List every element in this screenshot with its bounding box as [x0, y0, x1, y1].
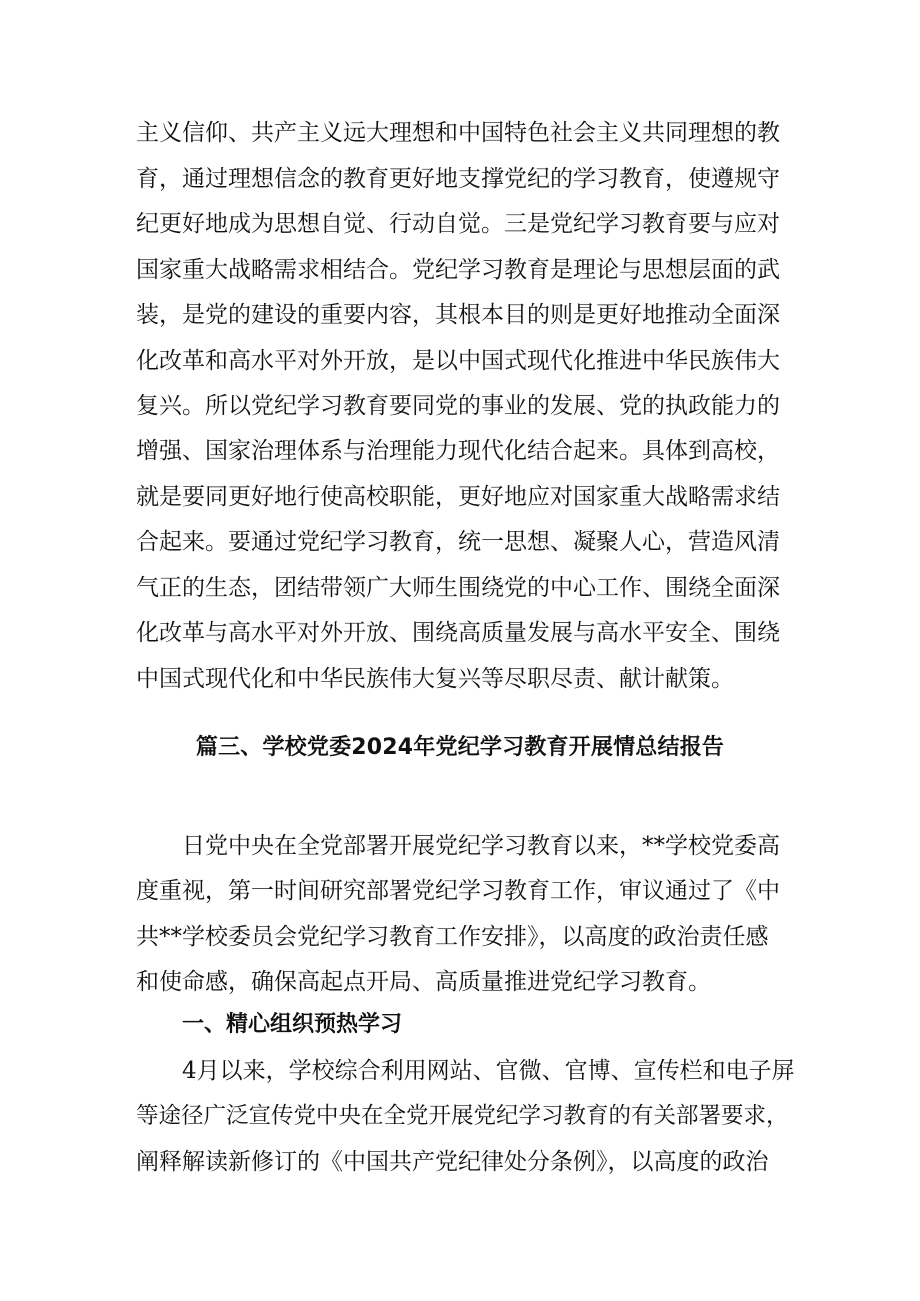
text-line: 度重视，第一时间研究部署党纪学习教育工作，审议通过了《中 [136, 878, 780, 904]
text-line: 共**学校委员会党纪学习教育工作安排》，以高度的政治责任感 [136, 924, 769, 950]
text-line: 装，是党的建设的重要内容，其根本目的则是更好地推动全面深 [136, 302, 780, 328]
text-line: 阐释解读新修订的《中国共产党纪律处分条例》，以高度的政治 [136, 1149, 769, 1175]
text-line: 主义信仰、共产主义远大理想和中国特色社会主义共同理想的教 [136, 120, 780, 146]
text-line: 和使命感，确保高起点开局、高质量推进党纪学习教育。 [136, 969, 711, 995]
text-line: 合起来。要通过党纪学习教育，统一思想、凝聚人心，营造风清 [136, 529, 780, 555]
text-line: 国家重大战略需求相结合。党纪学习教育是理论与思想层面的武 [136, 257, 780, 283]
section-title: 篇三、学校党委2024年党纪学习教育开展情总结报告 [195, 735, 725, 760]
text-line: 增强、国家治理体系与治理能力现代化结合起来。具体到高校， [136, 438, 780, 464]
text-line: 复兴。所以党纪学习教育要同党的事业的发展、党的执政能力的 [136, 393, 780, 419]
text-line: 4月以来，学校综合利用网站、官微、官博、宣传栏和电子屏 [182, 1058, 795, 1084]
text-line: 就是要同更好地行使高校职能，更好地应对国家重大战略需求结 [136, 484, 780, 510]
subheading: 一、精心组织预热学习 [182, 1012, 403, 1037]
text-line: 中国式现代化和中华民族伟大复兴等尽职尽责、献计献策。 [136, 666, 734, 692]
text-line: 化改革和高水平对外开放，是以中国式现代化推进中华民族伟大 [136, 348, 780, 374]
text-line: 气正的生态，团结带领广大师生围绕党的中心工作、围绕全面深 [136, 575, 780, 601]
text-line: 日党中央在全党部署开展党纪学习教育以来，**学校党委高 [182, 833, 780, 859]
text-line: 纪更好地成为思想自觉、行动自觉。三是党纪学习教育要与应对 [136, 211, 780, 237]
text-line: 等途径广泛宣传党中央在全党开展党纪学习教育的有关部署要求， [136, 1103, 789, 1129]
text-line: 育，通过理想信念的教育更好地支撑党纪的学习教育，使遵规守 [136, 166, 780, 192]
text-line: 化改革与高水平对外开放、围绕高质量发展与高水平安全、围绕 [136, 620, 780, 646]
